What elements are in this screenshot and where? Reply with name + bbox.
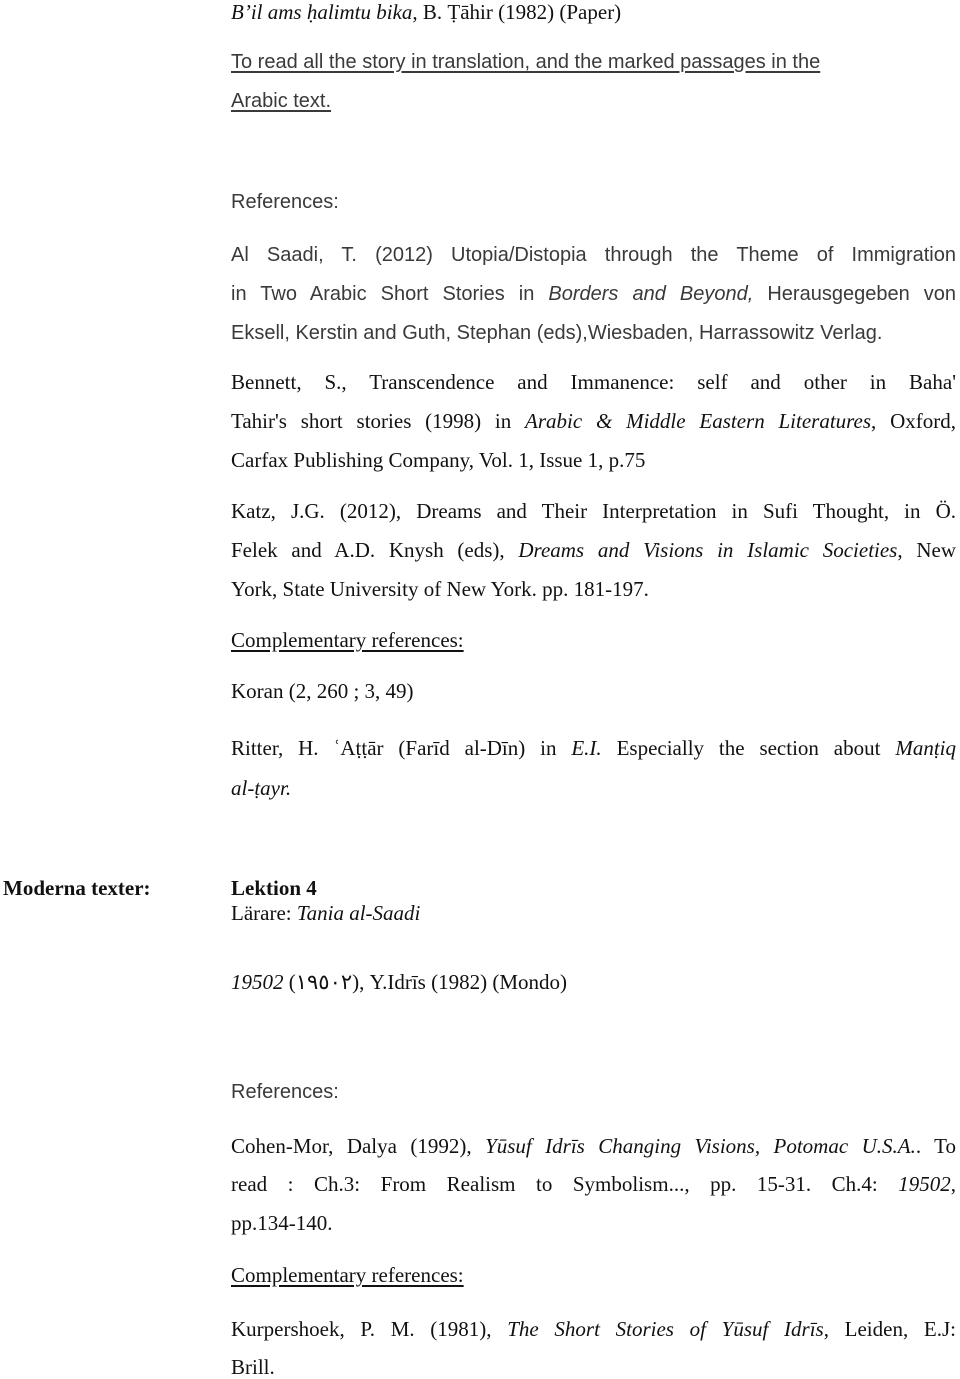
ref4-line2-title: 19502 bbox=[898, 1172, 951, 1196]
instruction-line-1: To read all the story in translation, and the marked passages in the bbox=[231, 51, 821, 73]
ref1-book-title: Borders and Beyond, bbox=[548, 283, 754, 305]
reference-3-line-3: York, State University of New York. pp. 181-197. bbox=[231, 577, 649, 601]
ref2-text-a: Tahir's short stories (1998) in bbox=[231, 409, 526, 433]
teacher-label: Lärare: bbox=[231, 901, 297, 925]
reference-1-line-1: Al Saadi, T. (2012) Utopia/Distopia through the Theme of Immigration bbox=[231, 244, 956, 266]
ref3-text-c: , New bbox=[897, 538, 956, 562]
comp3-text-a: Kurpershoek, P. M. (1981), bbox=[231, 1317, 508, 1341]
ref4-line2-c: , bbox=[950, 1172, 956, 1196]
complementary-ref-3-line-2: Brill. bbox=[231, 1355, 275, 1379]
reference-4-line-1 bbox=[231, 1136, 956, 1157]
ref4-text-a: Cohen-Mor, Dalya (1992), bbox=[231, 1134, 486, 1158]
ref4-book-title: Yūsuf Idrīs Changing Visions, Potomac U.S.A. bbox=[485, 1134, 916, 1158]
ref2-journal-title: Arabic & Middle Eastern Literatures bbox=[525, 409, 872, 433]
comp3-book-title: The Short Stories of Yūsuf Idrīs bbox=[507, 1317, 824, 1341]
complementary-references-heading: Complementary references: bbox=[231, 628, 464, 652]
reference-3-line-1: Katz, J.G. (2012), Dreams and Their Interpretation in Sufi Thought, in Ö. bbox=[231, 499, 956, 523]
comp2-text-a: Ritter, H. ʿAṭṭār (Farīd al-Dīn) in bbox=[231, 736, 572, 760]
story-2-title: 19502 bbox=[231, 970, 284, 994]
lesson-heading: Lektion 4 bbox=[231, 876, 317, 900]
reference-1-line-2 bbox=[231, 284, 956, 304]
story-title: B’il ams ḥalimtu bika bbox=[231, 0, 413, 24]
section-heading-label: Moderna texter: bbox=[3, 876, 151, 900]
reference-2-line-2 bbox=[231, 411, 956, 432]
comp2-text-c: Especially the section about bbox=[601, 736, 896, 760]
ref1-text-c: Herausgegeben von bbox=[753, 283, 956, 305]
references-heading: References: bbox=[231, 191, 339, 213]
references-heading-2: References: bbox=[231, 1081, 339, 1103]
reference-2-line-1: Bennett, S., Transcendence and Immanence: self and other in Baha' bbox=[231, 370, 956, 394]
ref4-line2-a: read : Ch.3: From Realism to Symbolism..., pp. 15-31. Ch.4: bbox=[231, 1172, 899, 1196]
ref1-text-a: in Two Arabic Short Stories in bbox=[231, 283, 549, 305]
comp3-text-c: , Leiden, E.J: bbox=[823, 1317, 956, 1341]
story-2-title-line bbox=[231, 972, 956, 993]
reference-1-line-3: Eksell, Kerstin and Guth, Stephan (eds),Wiesbaden, Harrassowitz Verlag. bbox=[231, 322, 883, 344]
ref4-text-c: . To bbox=[915, 1134, 957, 1158]
comp2-work-title: Manṭiq bbox=[895, 736, 957, 760]
ref2-text-c: , Oxford, bbox=[871, 409, 956, 433]
ref3-text-a: Felek and A.D. Knysh (eds), bbox=[231, 538, 519, 562]
instruction-line-2: Arabic text. bbox=[231, 90, 332, 112]
complementary-ref-3-line-1 bbox=[231, 1319, 956, 1340]
reference-4-line-2 bbox=[231, 1174, 956, 1195]
reference-3-line-2 bbox=[231, 540, 956, 561]
reference-2-line-3: Carfax Publishing Company, Vol. 1, Issue 1, p.75 bbox=[231, 448, 646, 472]
teacher-name: Tania al-Saadi bbox=[296, 901, 421, 925]
story-author: , B. Ṭāhir (1982) (Paper) bbox=[412, 0, 622, 24]
comp2-source: E.I. bbox=[571, 736, 602, 760]
comp2-work-title-end: al-ṭayr. bbox=[231, 776, 292, 800]
teacher-line bbox=[231, 903, 956, 924]
story-2-details: (١٩٥٠٢), Y.Idrīs (1982) (Mondo) bbox=[283, 970, 567, 994]
story-title-line bbox=[231, 2, 956, 23]
ref3-book-title: Dreams and Visions in Islamic Societies bbox=[518, 538, 898, 562]
complementary-ref-2-line-1 bbox=[231, 738, 956, 759]
reference-4-line-3: pp.134-140. bbox=[231, 1211, 333, 1235]
complementary-ref-1: Koran (2, 260 ; 3, 49) bbox=[231, 679, 414, 703]
complementary-ref-2-line-2 bbox=[231, 778, 956, 799]
complementary-references-heading-2: Complementary references: bbox=[231, 1263, 464, 1287]
